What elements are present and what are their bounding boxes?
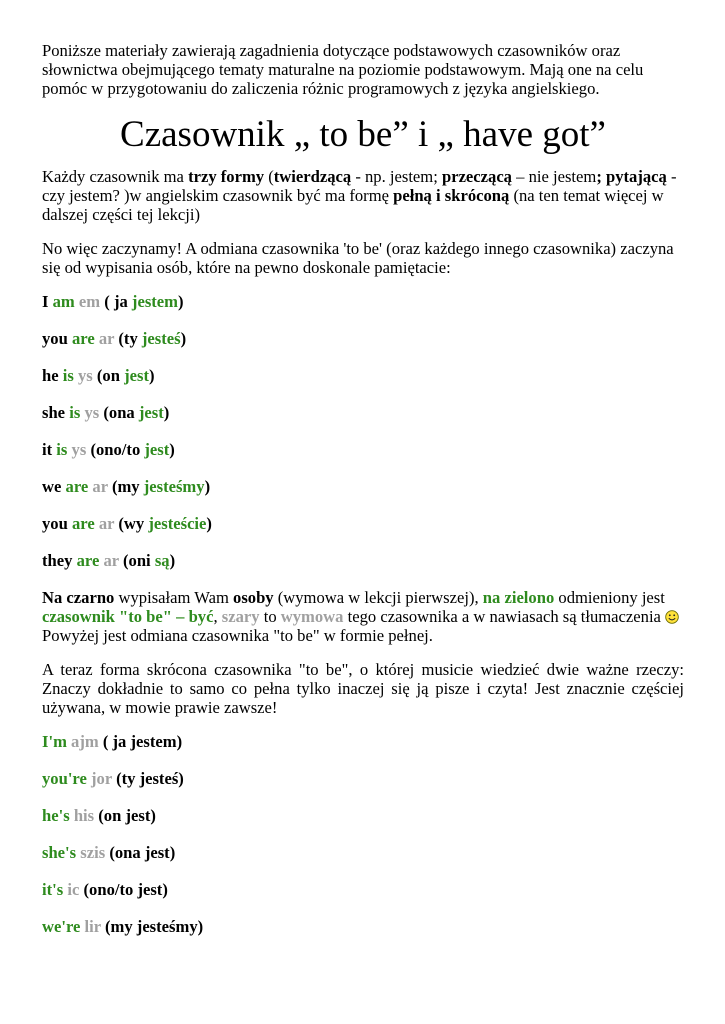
translation: (ono/to jest) [83,880,168,899]
short-form: I'm [42,732,67,751]
verb-form: are [65,477,89,496]
explain-gray-label: szary [221,607,260,626]
short-form-line [42,880,684,899]
translation-close: ) [177,292,184,311]
translation-close: ) [148,366,155,385]
translation: jesteś [141,329,181,348]
pronunciation: ar [98,514,115,533]
pronunciation: his [73,806,95,825]
translation: jest [138,403,164,422]
full-form-line [42,329,684,348]
explain-bold-black: Na czarno [42,588,115,607]
full-forms-list [42,292,684,570]
translation: jest [144,440,170,459]
translation-open: (ty [118,329,142,348]
forms-bold-5: pełną i skróconą [393,186,510,205]
pronunciation: ys [77,366,93,385]
pronunciation: em [78,292,101,311]
explain-green-label: na zielono [482,588,555,607]
start-paragraph: No więc zaczynamy! A odmiana czasownika 'to be' (oraz każdego innego czasownika) zaczyna się od wypisania osób, które na pewno doskonale pamiętacie: [42,239,674,277]
pronunciation: ajm [71,732,99,751]
translation-close: ) [206,514,212,533]
translation: (my jesteśmy) [105,917,204,936]
translation-close: ) [163,403,170,422]
translation-close: ) [180,329,187,348]
verb-form: is [56,440,68,459]
translation: jest [124,366,149,385]
forms-bold-1: trzy formy [188,167,265,186]
pronunciation: lir [84,917,101,936]
explain-text-7: Powyżej jest odmiana czasownika "to be" w formie pełnej. [42,626,433,645]
forms-text-1: Każdy czasownik ma [42,167,189,186]
translation-close: ) [204,477,211,496]
short-form: he's [42,806,70,825]
person: it [42,440,53,459]
explain-green-verb: czasownik "to be" – być [42,607,214,626]
page-title: Czasownik „ to be” i „ have got” [120,114,606,155]
forms-text-4: – nie jestem [511,167,597,186]
full-form-line [42,477,684,496]
person: you [42,514,68,533]
translation: (ona jest) [109,843,176,862]
translation-open: (my [111,477,144,496]
translation: jesteśmy [143,477,205,496]
pronunciation: szis [80,843,106,862]
short-form-line [42,843,684,862]
translation: (on jest) [98,806,156,825]
intro-paragraph: Poniższe materiały zawierają zagadnienia dotyczące podstawowych czasowników oraz słownictwa obejmującego tematy maturalne na poziomie podstawowym. Mają one na celu pomóc w przygotowaniu do zaliczenia różnic programowych z języka angielskiego. [42,41,644,98]
translation-open: ( ja [104,292,132,311]
explain-gray-pronunciation: wymowa [280,607,344,626]
person: he [42,366,59,385]
explain-text-2: (wymowa w lekcji pierwszej), [273,588,483,607]
translation: jestem [131,292,178,311]
translation: (ty jesteś) [116,769,184,788]
forms-bold-4: ; pytającą [596,167,667,186]
short-form: you're [42,769,87,788]
pronunciation: ys [84,403,100,422]
short-form: it's [42,880,64,899]
pronunciation: ic [67,880,80,899]
explain-text-1: wypisałam Wam [114,588,234,607]
forms-text-3: - np. jestem; [351,167,442,186]
verb-form: is [69,403,81,422]
person: they [42,551,73,570]
explain-text-3: odmieniony jest [554,588,665,607]
verb-form: are [76,551,100,570]
explain-text-6: tego czasownika a w nawiasach są tłumaczenia [343,607,666,626]
full-form-line [42,551,684,570]
person: she [42,403,66,422]
full-form-line [42,514,684,533]
translation: jesteście [148,514,207,533]
explain-text-5: to [259,607,281,626]
forms-text-5: - czy jestem? )w angielskim czasownik być ma formę [42,167,677,205]
verb-form: am [52,292,75,311]
verb-form: are [71,329,95,348]
translation-open: (on [96,366,125,385]
forms-bold-3: przeczącą [441,167,512,186]
translation-open: (oni [123,551,155,570]
translation-open: (wy [118,514,149,533]
translation: są [154,551,170,570]
explain-bold-persons: osoby [233,588,274,607]
short-form: we're [42,917,81,936]
short-form-paragraph: A teraz forma skrócona czasownika "to be", o której musicie wiedzieć dwie ważne rzeczy: Znaczy dokładnie to samo co pełna tylko inaczej się ją pisze i czyta! Jest znacznie częściej używana, w mowie prawie zawsze! [42,660,684,717]
pronunciation: ar [103,551,119,570]
translation-close: ) [169,440,175,459]
short-form-line [42,806,684,825]
short-form-line [42,732,684,751]
short-form: she's [42,843,77,862]
short-forms-list [42,732,684,936]
person: I [42,292,49,311]
person: we [42,477,62,496]
forms-text-6: (na ten temat więcej w dalszej części tej lekcji) [42,186,664,224]
person: you [42,329,68,348]
full-form-line [42,366,684,385]
translation-open: (ona [103,403,139,422]
pronunciation: ar [98,329,115,348]
verb-form: are [71,514,95,533]
forms-bold-2: twierdzącą [273,167,352,186]
pronunciation: jor [91,769,112,788]
full-form-line [42,403,684,422]
translation: ( ja jestem) [102,732,183,751]
translation-open: (ono/to [90,440,145,459]
forms-paragraph [42,167,684,224]
pronunciation: ys [71,440,87,459]
verb-form: is [62,366,74,385]
pronunciation: ar [92,477,108,496]
short-form-line [42,769,684,788]
document-page [42,41,684,954]
explain-text-4: , [213,607,222,626]
short-form-line [42,917,684,936]
full-form-line [42,292,684,311]
smiley-face-icon [665,610,679,624]
forms-text-2: ( [264,167,274,186]
explanation-paragraph [42,588,684,645]
full-form-line [42,440,684,459]
translation-close: ) [169,551,176,570]
